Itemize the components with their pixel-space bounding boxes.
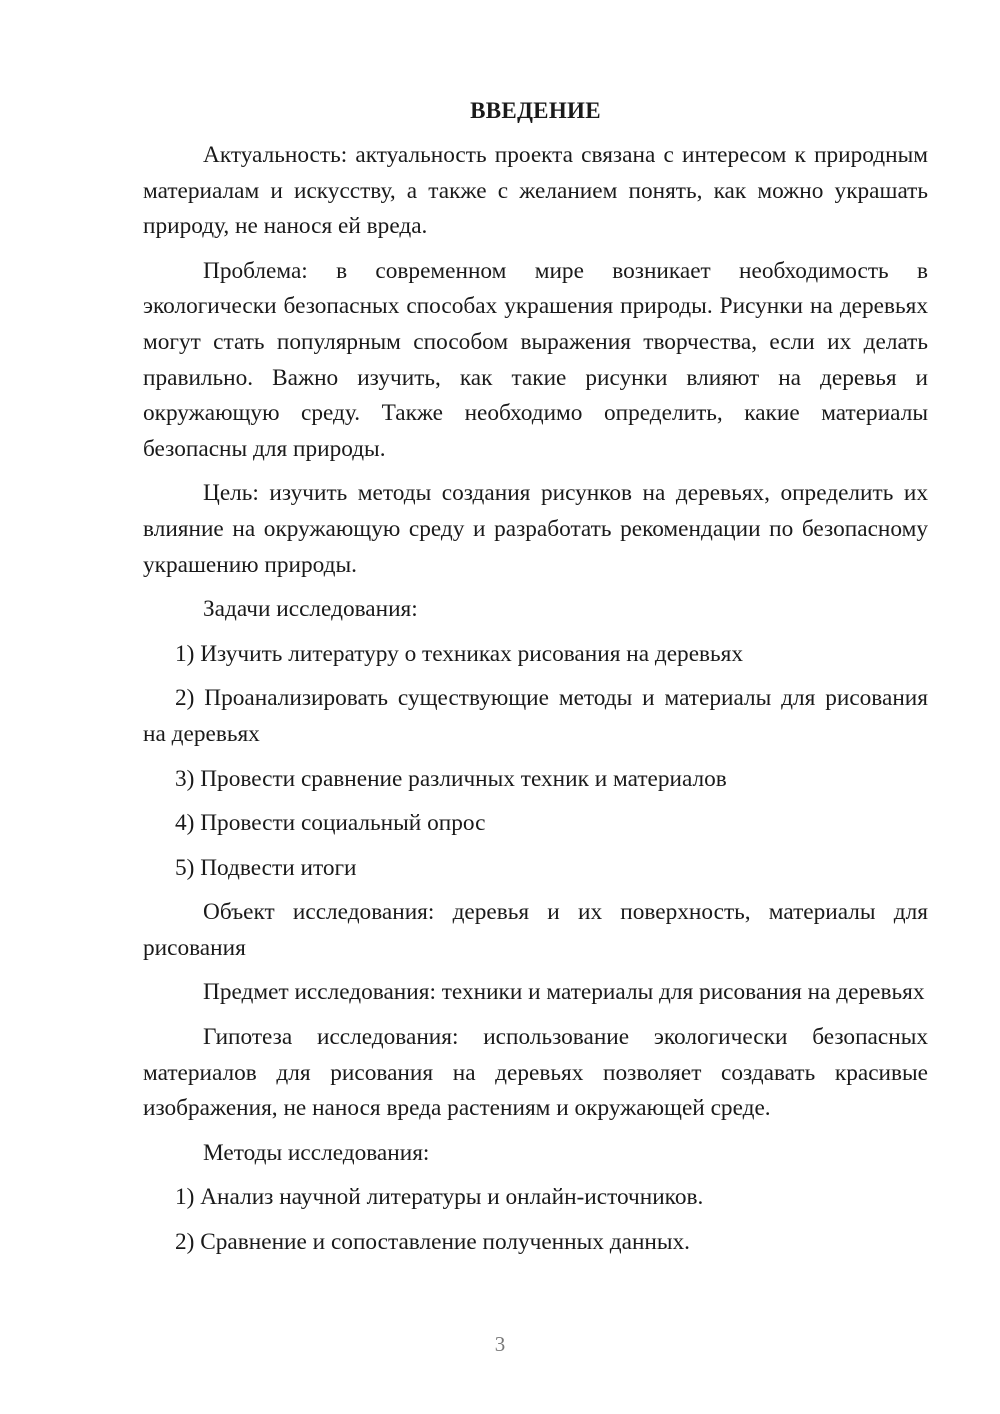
document-body xyxy=(143,93,928,1270)
method-item-1: 1) Анализ научной литературы и онлайн-источников. xyxy=(175,1184,704,1211)
paragraph-goal: Цель: изучить методы создания рисунков на деревьях, определить их влияние на окружающую среду и разработать рекомендации по безопасному украшению природы. xyxy=(143,480,928,578)
paragraph-subject: Предмет исследования: техники и материалы для рисования на деревьях xyxy=(203,979,925,1006)
paragraph-tasks-heading: Задачи исследования: xyxy=(203,596,418,623)
task-item-4: 4) Провести социальный опрос xyxy=(175,810,486,837)
paragraph-object: Объект исследования: деревья и их поверхность, материалы для рисования xyxy=(143,899,928,961)
task-item-1: 1) Изучить литературу о техниках рисования на деревьях xyxy=(175,640,744,667)
task-item-5: 5) Подвести итоги xyxy=(175,854,357,881)
method-item-2: 2) Сравнение и сопоставление полученных данных. xyxy=(175,1229,690,1256)
task-item-3: 3) Провести сравнение различных техник и материалов xyxy=(175,765,727,792)
section-title: ВВЕДЕНИЕ xyxy=(470,98,601,123)
task-item-2: 2) Проанализировать существующие методы и материалы для рисования на деревьях xyxy=(143,685,928,747)
paragraph-relevance: Актуальность: актуальность проекта связана с интересом к природным материалам и искусству, а также с желанием понять, как можно украшать природу, не нанося ей вреда. xyxy=(143,142,928,240)
paragraph-problem: Проблема: в современном мире возникает необходимость в экологически безопасных способах украшения природы. Рисунки на деревьях могут стать популярным способом выражения творчества, если их делать правильно. Важно изучить, как такие рисунки влияют на деревья и окружающую среду. Также необходимо определить, какие материалы безопасны для природы. xyxy=(143,257,928,462)
paragraph-methods-heading: Методы исследования: xyxy=(203,1139,430,1166)
paragraph-hypothesis: Гипотеза исследования: использование экологически безопасных материалов для рисования на деревьях позволяет создавать красивые изображения, не нанося вреда растениям и окружающей среде. xyxy=(143,1024,928,1122)
page-number: 3 xyxy=(494,1332,506,1356)
